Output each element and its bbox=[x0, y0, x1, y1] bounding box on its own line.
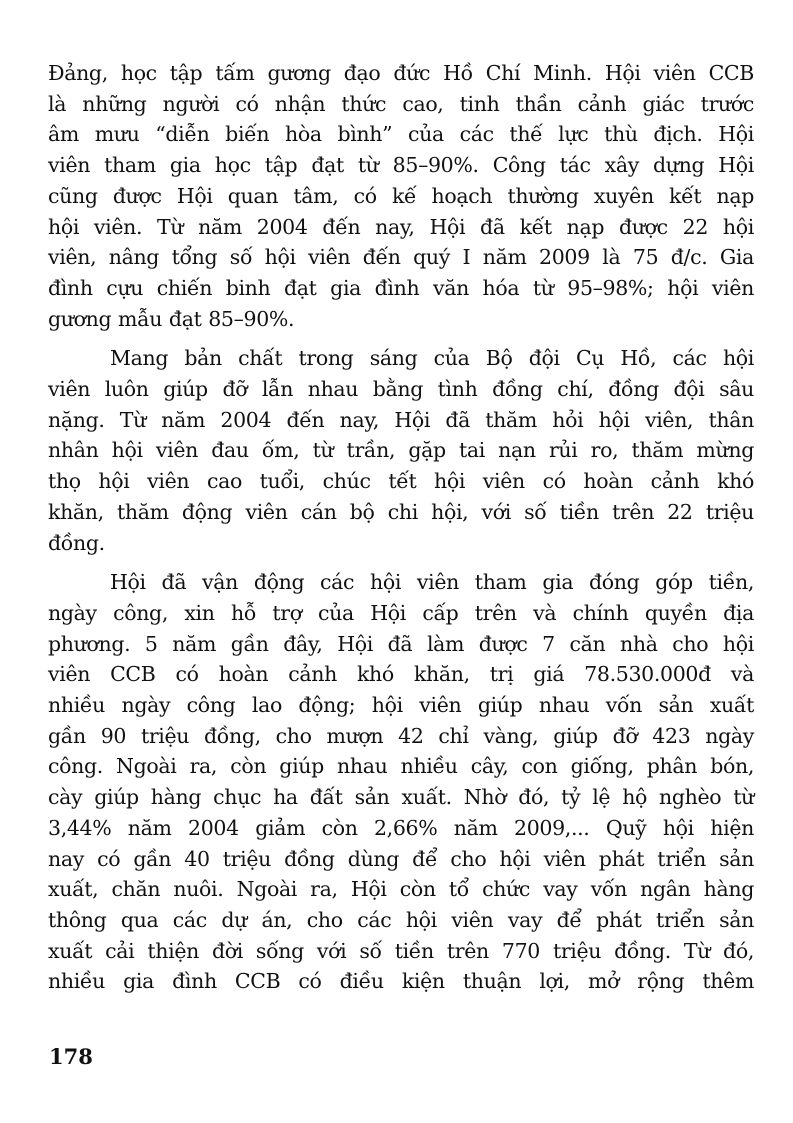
text-line: Mang bản chất trong sáng của Bộ đội Cụ Hồ, các hội bbox=[110, 346, 754, 371]
text-line: nhiều gia đình CCB có điều kiện thuận lợi, mở rộng thêm bbox=[48, 969, 754, 994]
text-line: xuất, chăn nuôi. Ngoài ra, Hội còn tổ chức vay vốn ngân hàng bbox=[48, 877, 754, 902]
paragraph-economic-support bbox=[48, 567, 754, 997]
text-line: khăn, thăm động viên cán bộ chi hội, với số tiền trên 22 triệu bbox=[48, 499, 754, 524]
text-line: là những người có nhận thức cao, tinh thần cảnh giác trước bbox=[48, 91, 754, 116]
text-line: Hội đã vận động các hội viên tham gia đóng góp tiền, bbox=[110, 570, 754, 595]
book-page-body bbox=[48, 58, 754, 997]
paragraph-spacer bbox=[48, 334, 754, 343]
text-line: cũng được Hội quan tâm, có kế hoạch thường xuyên kết nạp bbox=[48, 183, 754, 208]
text-line: âm mưu “diễn biến hòa bình” của các thế lực thù địch. Hội bbox=[48, 122, 754, 147]
text-line: nặng. Từ năm 2004 đến nay, Hội đã thăm hỏi hội viên, thân bbox=[48, 407, 754, 432]
text-line: xuất cải thiện đời sống với số tiền trên 770 triệu đồng. Từ đó, bbox=[48, 938, 754, 963]
text-line: ngày công, xin hỗ trợ của Hội cấp trên và chính quyền địa bbox=[48, 600, 754, 625]
text-line: viên tham gia học tập đạt từ 85–90%. Công tác xây dựng Hội bbox=[48, 153, 754, 178]
text-line: viên, nâng tổng số hội viên đến quý I năm 2009 là 75 đ/c. Gia bbox=[48, 245, 754, 270]
text-line: gần 90 triệu đồng, cho mượn 42 chỉ vàng, giúp đỡ 423 ngày bbox=[48, 723, 754, 748]
text-line: công. Ngoài ra, còn giúp nhau nhiều cây, con giống, phân bón, bbox=[48, 754, 754, 779]
text-line: phương. 5 năm gần đây, Hội đã làm được 7 căn nhà cho hội bbox=[48, 631, 754, 656]
text-line: cày giúp hàng chục ha đất sản xuất. Nhờ đó, tỷ lệ hộ nghèo từ bbox=[48, 785, 754, 810]
text-line: đồng. bbox=[48, 530, 105, 555]
text-line: viên luôn giúp đỡ lẫn nhau bằng tình đồng chí, đồng đội sâu bbox=[48, 377, 754, 402]
text-line: đình cựu chiến binh đạt gia đình văn hóa từ 95–98%; hội viên bbox=[48, 275, 754, 300]
text-line: nay có gần 40 triệu đồng dùng để cho hội viên phát triển sản bbox=[48, 846, 754, 871]
paragraph-membership bbox=[48, 58, 754, 334]
text-line: nhân hội viên đau ốm, từ trần, gặp tai nạn rủi ro, thăm mừng bbox=[48, 438, 754, 463]
text-line: thông qua các dự án, cho các hội viên vay để phát triển sản bbox=[48, 907, 754, 932]
page-number: 178 bbox=[49, 1044, 93, 1069]
paragraph-mutual-support bbox=[48, 343, 754, 558]
text-line: viên CCB có hoàn cảnh khó khăn, trị giá 78.530.000đ và bbox=[48, 662, 754, 687]
text-line: thọ hội viên cao tuổi, chúc tết hội viên có hoàn cảnh khó bbox=[48, 469, 754, 494]
text-line: Đảng, học tập tấm gương đạo đức Hồ Chí Minh. Hội viên CCB bbox=[48, 61, 754, 85]
paragraph-spacer bbox=[48, 558, 754, 567]
text-line: gương mẫu đạt 85–90%. bbox=[48, 306, 295, 331]
text-line: 3,44% năm 2004 giảm còn 2,66% năm 2009,... Quỹ hội hiện bbox=[48, 815, 754, 840]
text-line: nhiều ngày công lao động; hội viên giúp nhau vốn sản xuất bbox=[48, 693, 754, 718]
text-line: hội viên. Từ năm 2004 đến nay, Hội đã kết nạp được 22 hội bbox=[48, 214, 754, 239]
